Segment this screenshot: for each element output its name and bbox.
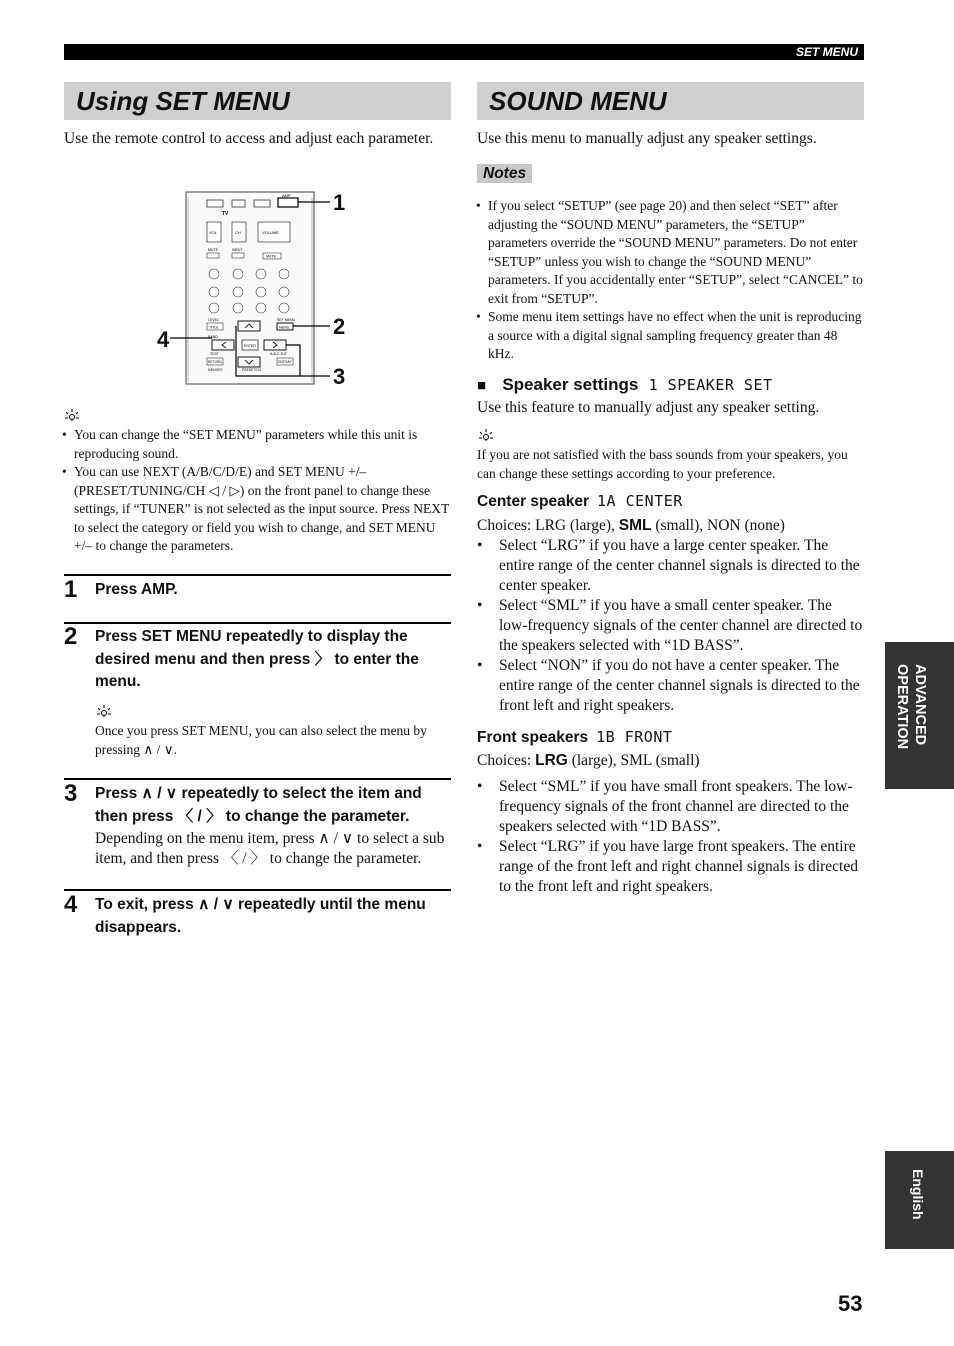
header-label: SET MENU (795, 45, 858, 59)
page-number: 53 (838, 1291, 863, 1316)
callout-2: 2 (333, 314, 346, 339)
tip-lightbulb-icon (64, 408, 80, 424)
front-bullet: • Select “SML” if you have small front speakers. The low-frequency signals of the front channel are directed to the speakers selected with “1D BASS”. (477, 777, 864, 837)
choices-default: LRG (535, 752, 568, 769)
header-bar (64, 44, 864, 60)
step-divider (64, 889, 451, 891)
center-code: 1A CENTER (597, 492, 683, 510)
center-bullet: • Select “SML” if you have a small center speaker. The low-frequency signals of the center channel are directed to the speakers selected with “1D BASS”. (477, 596, 864, 656)
tip-item: • You can change the “SET MENU” parameters while this unit is reproducing sound. (62, 426, 450, 463)
label-mute: MUTE (208, 248, 218, 252)
callout-4: 4 (157, 327, 170, 352)
label-ch: CH (235, 230, 241, 235)
step-number: 1 (64, 576, 78, 603)
label-menu: MENU (279, 325, 290, 330)
note-item: • Some menu item settings have no effect when the unit is reproducing a source with a digital signal sampling frequency greater than 48 kHz. (476, 308, 864, 364)
label-enter: ENTER (244, 344, 256, 348)
choices-prefix: Choices: LRG (large), (477, 517, 619, 534)
front-bullets (477, 777, 864, 897)
side-tab-advanced-operation (885, 642, 954, 789)
center-bullet: • Select “NON” if you do not have a center speaker. The entire range of the center channel signals is directed to the front left and right speakers. (477, 656, 864, 716)
speaker-tip: If you are not satisfied with the bass sounds from your speakers, you can change these settings according to your preference. (477, 447, 848, 481)
front-speakers-heading (477, 728, 867, 747)
label-preset-ch: PRESET/CH (242, 368, 261, 372)
label-mute-2: MUTE (266, 254, 276, 259)
front-bullet: • Select “LRG” if you have large front speakers. The entire range of the front left and right channel signals is directed to the front left and right speakers. (477, 837, 864, 897)
label-display: DISPLAY (278, 360, 292, 364)
label-memory: MEMORY (208, 368, 223, 372)
tip-lightbulb-icon (96, 704, 112, 720)
label-level: LEVEL (208, 318, 219, 322)
speaker-desc: Use this feature to manually adjust any speaker setting. (477, 399, 820, 416)
label-input: INPUT (232, 248, 243, 252)
step-divider (64, 778, 451, 780)
section-marker: ■ (477, 377, 487, 394)
label-test: TEST (210, 352, 219, 356)
notes-list (476, 197, 864, 364)
step-divider (64, 574, 451, 576)
speaker-settings-heading (477, 375, 867, 395)
choices-prefix: Choices: (477, 752, 536, 769)
step-text: Press ∧ / ∨ repeatedly to select the item and then press 〈 / 〉 to change the parameter. (95, 785, 422, 825)
callout-3: 3 (333, 364, 346, 389)
label-band: BAND (208, 335, 218, 339)
label-abcde: A-B-C-D-E (270, 352, 287, 356)
side-tab-english (885, 1151, 954, 1249)
front-choices (477, 751, 867, 771)
note-item: • If you select “SETUP” (see page 20) and then select “SET” after adjusting the “SOUND MENU” parameters, the “SETUP” parameters override the “SOUND MENU” parameters. Do not enter “SETUP” unless you wish to change the “SOUND MENU” parameters. If you accidentally enter “SETUP”, select “CANCEL” to exit from “SETUP”. (476, 197, 864, 308)
choices-default: SML (618, 517, 652, 534)
remote-illustration (150, 190, 360, 385)
side-tab-advanced-label: ADVANCED OPERATION (894, 664, 928, 750)
center-heading-text: Center speaker (477, 493, 590, 510)
right-section-title: SOUND MENU (477, 82, 864, 120)
step-text: To exit, press ∧ / ∨ repeatedly until the menu disappears. (95, 896, 426, 936)
step-text: Press AMP. (95, 581, 178, 598)
step-number: 2 (64, 623, 78, 650)
left-tips-list (62, 426, 450, 556)
speaker-code: 1 SPEAKER SET (648, 376, 773, 394)
label-return: RETURN (208, 360, 222, 364)
label-tv: TV (222, 211, 229, 217)
tip-item: • You can use NEXT (A/B/C/D/E) and SET MENU +/– (PRESET/TUNING/CH ◁ / ▷) on the front panel to change these settings, if “TUNER” is not selected as the input source. Press NEXT to select the category or field you wish to change, and SET MENU +/– to change the parameters. (62, 463, 450, 556)
notes-label: Notes (477, 164, 532, 183)
tip-lightbulb-icon (478, 428, 494, 444)
choices-suffix: (large), SML (small) (567, 752, 700, 769)
step-text: Press SET MENU repeatedly to display the desired menu and then press 〉 to enter the menu. (95, 628, 419, 690)
label-amp: AMP (282, 193, 291, 198)
center-choices (477, 516, 867, 536)
front-heading-text: Front speakers (477, 729, 589, 746)
speaker-heading-text: Speaker settings (502, 375, 639, 394)
label-title: TITLE (209, 325, 219, 330)
center-bullet: • Select “LRG” if you have a large center speaker. The entire range of the center channel signals is directed to the center speaker. (477, 536, 864, 596)
right-intro: Use this menu to manually adjust any speaker settings. (477, 130, 817, 147)
step-tip: Once you press SET MENU, you can also select the menu by pressing ∧ / ∨. (95, 723, 427, 757)
center-bullets (477, 536, 864, 716)
step-number: 4 (64, 891, 78, 918)
center-speaker-heading (477, 492, 867, 511)
front-code: 1B FRONT (596, 728, 673, 746)
label-vol: VOL (209, 230, 218, 235)
label-set-menu: SET MENU (277, 318, 296, 322)
left-intro: Use the remote control to access and adjust each parameter. (64, 130, 434, 147)
step-detail: Depending on the menu item, press ∧ / ∨ to select a sub item, and then press 〈 / 〉 to change the parameter. (95, 830, 445, 867)
label-volume: VOLUME (262, 230, 279, 235)
step-number: 3 (64, 780, 78, 807)
choices-suffix: (small), NON (none) (651, 517, 785, 534)
side-tab-english-label: English (910, 1169, 926, 1220)
step-divider (64, 622, 451, 624)
remote-diagram (150, 190, 360, 385)
callout-1: 1 (333, 190, 346, 215)
left-section-title: Using SET MENU (64, 82, 451, 120)
